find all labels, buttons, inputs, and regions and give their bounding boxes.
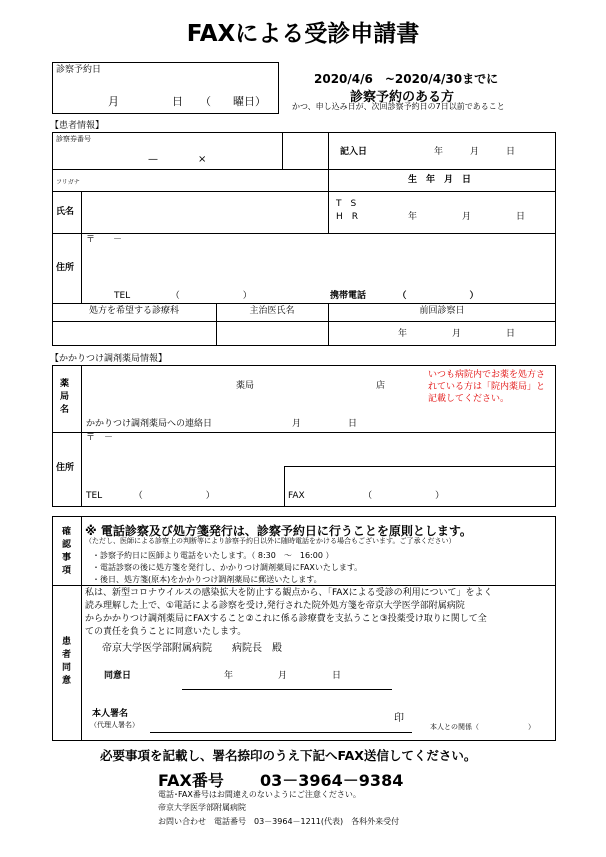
seal-mark: 印 [394, 713, 404, 724]
consent-text-line: ての責任を負うことに同意いたします。 [85, 627, 247, 637]
fax-number: 03－3964－9384 [260, 771, 404, 790]
last-visit-fields: 年 月 日 [398, 329, 516, 339]
consent-date-label: 同意日 [104, 671, 132, 681]
page-title: FAXによる受診申請書 [186, 21, 420, 47]
pharmacy-fax: FAX （ ） [288, 491, 445, 501]
patient-mobile: 携帯電話 （ ） [330, 291, 479, 301]
appointment-note: かつ、申し込み日が、次回診察予約日の7日以前であること [292, 102, 505, 111]
card-number-format: — × [148, 154, 207, 165]
pharmacy-postal: 〒 － [86, 433, 114, 443]
footer-instruction: 必要事項を記載し、署名捺印のうえ下記へFAX送信してください。 [100, 748, 477, 763]
address-label: 住所 [56, 263, 75, 273]
pharmacy-address-label: 住所 [56, 463, 75, 473]
name-label: 氏名 [56, 207, 75, 217]
appointment-target: 診察予約のある方 [350, 90, 455, 105]
doctor-name-label: 主治医氏名 [249, 306, 295, 316]
appointment-month: 月 [108, 95, 119, 108]
confirm-label: 確認事項 [62, 527, 72, 576]
signature-sub: （代理人署名） [90, 721, 139, 729]
pharmacy-section-heading: 【かかりつけ調剤薬局情報】 [50, 354, 168, 364]
appointment-date-label: 診察予約日 [56, 65, 102, 75]
confirm-item: ・診察予約日に医師より電話をいたします。（ 8:30 〜 16:00 ） [92, 551, 334, 560]
era-ts: T S [336, 199, 357, 209]
birth-date-label: 生 年 月 日 [408, 175, 472, 185]
pharmacy-contact-label: かかりつけ調剤薬局への連絡日 [86, 419, 213, 429]
appointment-day: 日 [172, 95, 183, 108]
patient-section-heading: 【患者情報】 [50, 121, 105, 131]
footer-inquiry: お問い合わせ 電話番号 03－3964－1211(代表) 各科外来受付 [158, 817, 400, 826]
department-label: 処方を希望する診療科 [88, 306, 179, 316]
era-hr: H R [336, 212, 359, 222]
confirm-item: ・後日、処方箋(原本)をかかりつけ調剤薬局に郵送いたします。 [92, 575, 322, 584]
consent-text-line: 私は、新型コロナウイルスの感染拡大を防止する観点から、「FAXによる受診の利用について」をよく [85, 588, 493, 598]
signature-label: 本人署名 [92, 709, 129, 719]
consent-date-fields: 年 月 日 [224, 671, 342, 681]
card-number-label: 診察券番号 [56, 135, 91, 143]
consent-text-line: 読み理解した上で、①電話による診察を受け,発行された院外処方箋を帝京大学医学部附属病院 [85, 601, 465, 611]
pharmacy-contact-month: 月 [292, 419, 302, 429]
pharmacy-ten: 店 [376, 381, 386, 391]
entry-date-fields: 年 月 日 [434, 147, 516, 157]
patient-tel: TEL （ ） [114, 291, 252, 301]
entry-date-label: 記入日 [340, 147, 368, 157]
consent-text-line: からかかりつけ調剤薬局にFAXすること②これに係る診療費を支払うこと③投薬受け取りに関して全 [85, 614, 487, 624]
appointment-period: 2020/4/6 ~2020/4/30までに [314, 72, 499, 86]
appointment-weekday: （ 曜日） [200, 95, 266, 108]
confirm-sub: （ただし、医師による診察上の判断等により診察予約日以外に随時電話をかける場合もございます。ご了承ください） [85, 537, 456, 545]
confirm-item: ・電話診察の後に処方箋を発行し、かかりつけ調剤薬局にFAXいたします。 [92, 563, 363, 572]
pharmacy-contact-day: 日 [348, 419, 358, 429]
address-postal: 〒 － [86, 235, 123, 245]
fax-label: FAX番号 [158, 771, 224, 790]
confirm-heading: ※ 電話診察及び処方箋発行は、診察予約日に行うことを原則とします。 [85, 524, 472, 538]
furigana-label: フリガナ [56, 179, 80, 186]
pharmacy-name-label: 薬局名 [60, 379, 70, 415]
consent-addressee: 帝京大学医学部附属病院 病院長 殿 [102, 643, 282, 654]
last-visit-label: 前回診察日 [419, 306, 465, 316]
birth-date-fields: 年 月 日 [408, 212, 526, 222]
pharmacy-red-note: いつも病院内でお薬を処方されている方は「院内薬局」と記載してください。 [428, 370, 546, 404]
consent-label: 患者同意 [62, 637, 72, 686]
relation-field: 本人との関係（ ） [430, 723, 535, 731]
footer-hospital: 帝京大学医学部附属病院 [158, 803, 246, 812]
pharmacy-yakkyoku: 薬局 [236, 381, 255, 391]
pharmacy-tel: TEL （ ） [86, 491, 215, 501]
footer-caution: 電話･FAX番号はお間違えのないようにご注意ください。 [158, 790, 361, 799]
